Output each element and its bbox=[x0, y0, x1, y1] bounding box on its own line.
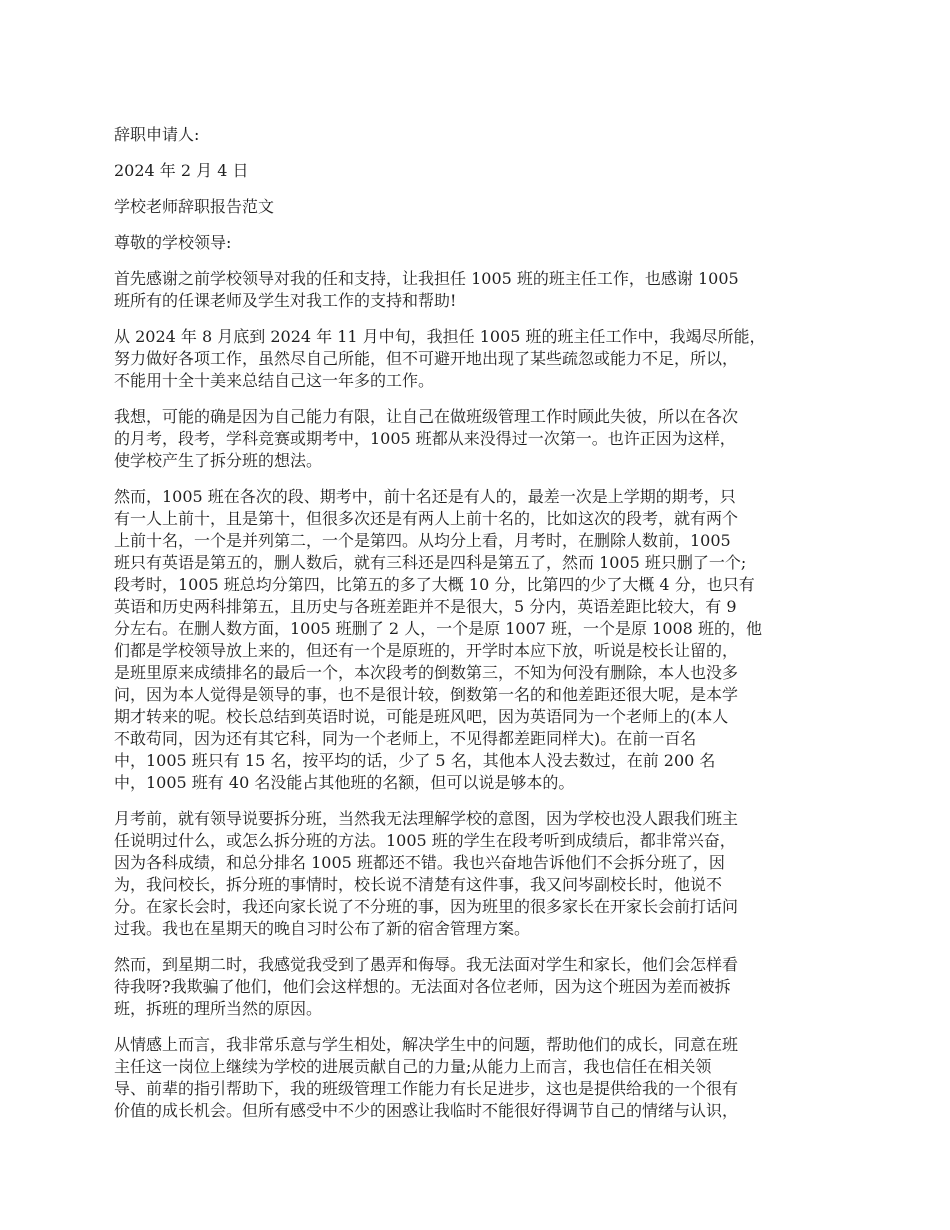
paragraph bbox=[114, 406, 834, 472]
paragraph bbox=[114, 326, 834, 392]
paragraph-line: 过我。我也在星期天的晚自习时公布了新的宿舍管理方案。 bbox=[114, 919, 531, 938]
document-title: 学校老师辞职报告范文 bbox=[114, 197, 275, 216]
paragraph-line: 班所有的任课老师及学生对我工作的支持和帮助! bbox=[114, 291, 457, 310]
paragraph-line: 有一人上前十，且是第十，但很多次还是有两人上前十名的，比如这次的段考，就有两个 bbox=[114, 509, 739, 528]
salutation: 尊敬的学校领导: bbox=[114, 233, 232, 252]
paragraph bbox=[114, 268, 834, 312]
paragraph-line: 然而，1005 班在各次的段、期考中，前十名还是有人的，最差一次是上学期的期考，只 bbox=[114, 487, 736, 506]
paragraph-line: 英语和历史两科排第五，且历史与各班差距并不是很大，5 分内，英语差距比较大，有 9 bbox=[114, 597, 737, 616]
paragraph-line: 是班里原来成绩排名的最后一个，本次段考的倒数第三，不知为何没有删除，本人也没多 bbox=[114, 663, 739, 682]
paragraph-line: 待我呀?我欺骗了他们，他们会这样想的。无法面对各位老师，因为这个班因为差而被拆 bbox=[114, 977, 731, 996]
paragraph-line: 中，1005 班有 40 名没能占其他班的名额，但可以说是够本的。 bbox=[114, 773, 575, 792]
paragraph-line: 的月考，段考，学科竞赛或期考中，1005 班都从来没得过一次第一。也许正因为这样， bbox=[114, 429, 736, 448]
paragraph-line: 然而，到星期二时，我感觉我受到了愚弄和侮辱。我无法面对学生和家长，他们会怎样看 bbox=[114, 955, 739, 974]
paragraph-list bbox=[114, 268, 834, 1122]
paragraph-line: 期才转来的呢。校长总结到英语时说，可能是班风吧，因为英语同为一个老师上的(本人 bbox=[114, 707, 729, 726]
paragraph-line: 分。在家长会时，我还向家长说了不分班的事，因为班里的很多家长在开家长会前打话问 bbox=[114, 897, 739, 916]
paragraph-line: 因为各科成绩，和总分排名 1005 班都还不错。我也兴奋地告诉他们不会拆分班了，因 bbox=[114, 853, 725, 872]
paragraph-line: 主任这一岗位上继续为学校的进展贡献自己的力量;从能力上而言，我也信任在相关领 bbox=[114, 1057, 712, 1076]
paragraph-line: 价值的成长机会。但所有感受中不少的困惑让我临时不能很好得调节自己的情绪与认识， bbox=[114, 1101, 739, 1120]
paragraph-line: 使学校产生了拆分班的想法。 bbox=[114, 451, 323, 470]
paragraph bbox=[114, 954, 834, 1020]
paragraph-line: 上前十名，一个是并列第二，一个是第四。从均分上看，月考时，在删除人数前，1005 bbox=[114, 531, 731, 550]
paragraph-line: 月考前，就有领导说要拆分班，当然我无法理解学校的意图，因为学校也没人跟我们班主 bbox=[114, 809, 739, 828]
paragraph bbox=[114, 1034, 834, 1122]
paragraph bbox=[114, 808, 834, 940]
paragraph-line: 问，因为本人觉得是领导的事，也不是很计较，倒数第一名的和他差距还很大呢，是本学 bbox=[114, 685, 739, 704]
paragraph-line: 们都是学校领导放上来的，但还有一个是原班的，开学时本应下放，听说是校长让留的， bbox=[114, 641, 739, 660]
paragraph-line: 首先感谢之前学校领导对我的任和支持，让我担任 1005 班的班主任工作，也感谢 1005 bbox=[114, 269, 739, 288]
paragraph-line: 任说明过什么，或怎么拆分班的方法。1005 班的学生在段考听到成绩后，都非常兴奋， bbox=[114, 831, 736, 850]
document-date: 2024 年 2 月 4 日 bbox=[114, 161, 249, 180]
paragraph-line: 我想，可能的确是因为自己能力有限，让自己在做班级管理工作时顾此失彼，所以在各次 bbox=[114, 407, 739, 426]
paragraph-line: 分左右。在删人数方面，1005 班删了 2 人，一个是原 1007 班，一个是原 1008 班的，他 bbox=[114, 619, 762, 638]
paragraph-line: 为，我问校长，拆分班的事情时，校长说不清楚有这件事，我又问岑副校长时，他说不 bbox=[114, 875, 723, 894]
paragraph-line: 段考时，1005 班总均分第四，比第五的多了大概 10 分，比第四的少了大概 4 分，也只有 bbox=[114, 575, 755, 594]
paragraph bbox=[114, 486, 834, 794]
paragraph-line: 不敢苟同，因为还有其它科，同为一个老师上，不见得都差距同样大)。在前一百名 bbox=[114, 729, 697, 748]
paragraph-line: 导、前辈的指引帮助下，我的班级管理工作能力有长足进步，这也是提供给我的一个很有 bbox=[114, 1079, 739, 1098]
paragraph-line: 从 2024 年 8 月底到 2024 年 11 月中旬，我担任 1005 班的班主任工作中，我竭尽所能， bbox=[114, 327, 766, 346]
paragraph-line: 班，拆班的理所当然的原因。 bbox=[114, 999, 323, 1018]
paragraph-line: 努力做好各项工作，虽然尽自己所能，但不可避开地出现了某些疏忽或能力不足，所以， bbox=[114, 349, 739, 368]
paragraph-line: 中，1005 班只有 15 名，按平均的话，少了 5 名，其他本人没去数过，在前 200 名 bbox=[114, 751, 716, 770]
document-body bbox=[114, 124, 834, 1136]
paragraph-line: 班只有英语是第五的，删人数后，就有三科还是四科是第五了，然而 1005 班只删了一个; bbox=[114, 553, 747, 572]
paragraph-line: 不能用十全十美来总结自己这一年多的工作。 bbox=[114, 371, 435, 390]
paragraph-line: 从情感上而言，我非常乐意与学生相处，解决学生中的问题，帮助他们的成长，同意在班 bbox=[114, 1035, 739, 1054]
applicant-label: 辞职申请人: bbox=[114, 125, 200, 144]
